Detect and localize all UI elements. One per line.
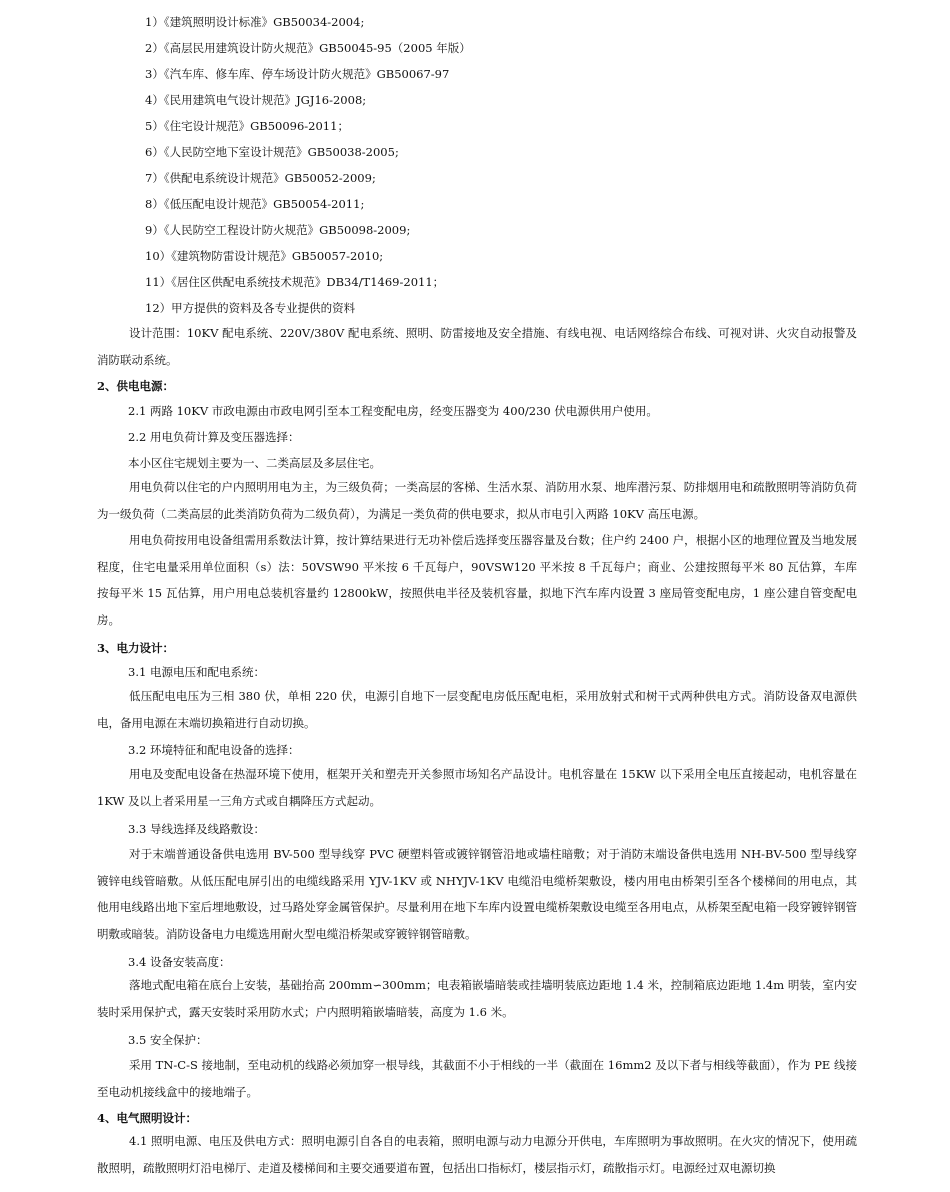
scope-paragraph: 设计范围：10KV 配电系统、220V/380V 配电系统、照明、防雷接地及安全措施、有线电视、电话网络综合布线、可视对讲、火灾自动报警及消防联动系统。	[97, 326, 857, 367]
section-3-5-heading: 3.5 安全保护：	[128, 1033, 208, 1047]
paragraph: 采用 TN-C-S 接地制，至电动机的线路必须加穿一根导线，其截面不小于相线的一半（截面在 16mm2 及以下者与相线等截面），作为 PE 线接至电动机接线盒中的接地端子。	[97, 1058, 857, 1099]
reference-item: 4）《民用建筑电气设计规范》JGJ16-2008;	[145, 93, 367, 107]
reference-item: 6）《人民防空地下室设计规范》GB50038-2005;	[145, 145, 399, 159]
section-4-heading: 4、电气照明设计：	[97, 1111, 198, 1125]
reference-item: 1）《建筑照明设计标准》GB50034-2004;	[145, 15, 365, 29]
paragraph: 4.1 照明电源、电压及供电方式：照明电源引自各自的电表箱，照明电源与动力电源分开供电，车库照明为事故照明。在火灾的情况下，使用疏散照明，疏散照明灯沿电梯厅、走道及楼梯间和主要交通要道布置，包括出口指标灯，楼层指示灯，疏散指示灯。电源经过双电源切换	[97, 1134, 857, 1175]
paragraph: 用电及变配电设备在热湿环境下使用，框架开关和塑壳开关参照市场知名产品设计。电机容量在 15KW 以下采用全电压直接起动，电机容量在 1KW 及以上者采用星一三角方式或自耦降压方式起动。	[97, 767, 857, 808]
reference-item: 11）《居住区供配电系统技术规范》DB34/T1469-2011；	[145, 275, 445, 289]
section-2-2-heading: 2.2 用电负荷计算及变压器选择：	[128, 430, 300, 444]
reference-item: 9）《人民防空工程设计防火规范》GB50098-2009;	[145, 223, 411, 237]
reference-item: 12）甲方提供的资料及各专业提供的资料	[145, 301, 356, 315]
section-3-3-heading: 3.3 导线选择及线路敷设：	[128, 822, 265, 836]
section-3-4-heading: 3.4 设备安装高度：	[128, 955, 231, 969]
reference-item: 3）《汽车库、修车库、停车场设计防火规范》GB50067-97	[145, 67, 450, 81]
paragraph: 用电负荷以住宅的户内照明用电为主，为三级负荷；一类高层的客梯、生活水泵、消防用水泵、地库潜污泵、防排烟用电和疏散照明等消防负荷为一级负荷（二类高层的此类消防负荷为二级负荷），为满足一类负荷的供电要求，拟从市电引入两路 10KV 高压电源。	[97, 480, 857, 521]
paragraph: 对于末端普通设备供电选用 BV-500 型导线穿 PVC 硬塑料管或镀锌钢管沿地或墙柱暗敷；对于消防末端设备供电选用 NH-BV-500 型导线穿镀锌电线管暗敷。从低压配电屏引出的电缆线路采用 YJV-1KV 或 NHYJV-1KV 电缆沿电缆桥架敷设，楼内用电由桥架引至各个楼梯间的用电点，其他用电线路出地下室后埋地敷设，过马路处穿金属管保护。尽量利用在地下车库内设置电缆桥架敷设电缆至各用电点，从桥架至配电箱一段穿镀锌钢管明敷或暗装。消防设备电力电缆选用耐火型电缆沿桥架或穿镀锌钢管暗敷。	[97, 847, 857, 941]
reference-item: 10）《建筑物防雷设计规范》GB50057-2010;	[145, 249, 384, 263]
paragraph: 本小区住宅规划主要为一、二类高层及多层住宅。	[128, 456, 381, 470]
paragraph: 落地式配电箱在底台上安装，基础抬高 200mm∽300mm；电表箱嵌墙暗装或挂墙明装底边距地 1.4 米，控制箱底边距地 1.4m 明装，室内安装时采用保护式，露天安装时采用防水式；户内照明箱嵌墙暗装，高度为 1.6 米。	[97, 978, 857, 1019]
section-3-heading: 3、电力设计：	[97, 641, 175, 655]
section-2-heading: 2、供电电源：	[97, 379, 175, 393]
section-3-1-heading: 3.1 电源电压和配电系统：	[128, 665, 265, 679]
section-2-1-text: 2.1 两路 10KV 市政电源由市政电网引至本工程变配电房，经变压器变为 400/230 伏电源供用户使用。	[128, 404, 658, 418]
reference-item: 7）《供配电系统设计规范》GB50052-2009;	[145, 171, 376, 185]
section-3-2-heading: 3.2 环境特征和配电设备的选择：	[128, 743, 300, 757]
reference-item: 2）《高层民用建筑设计防火规范》GB50045-95（2005 年版）	[145, 41, 471, 55]
reference-item: 8）《低压配电设计规范》GB50054-2011;	[145, 197, 365, 211]
paragraph: 低压配电电压为三相 380 伏，单相 220 伏，电源引自地下一层变配电房低压配电柜，采用放射式和树干式两种供电方式。消防设备双电源供电，备用电源在末端切换箱进行自动切换。	[97, 689, 857, 730]
paragraph: 用电负荷按用电设备组需用系数法计算，按计算结果进行无功补偿后选择变压器容量及台数；住户约 2400 户，根据小区的地理位置及当地发展程度，住宅电量采用单位面积（s）法：50VSW90 平米按 6 千瓦每户，90VSW120 平米按 8 千瓦每户；商业、公建按照每平米 80 瓦估算，车库按每平米 15 瓦估算，用户用电总装机容量约 12800kW，按照供电半径及装机容量，拟地下汽车库内设置 3 座局管变配电房，1 座公建自管变配电房。	[97, 533, 857, 627]
reference-item: 5）《住宅设计规范》GB50096-2011；	[145, 119, 349, 133]
